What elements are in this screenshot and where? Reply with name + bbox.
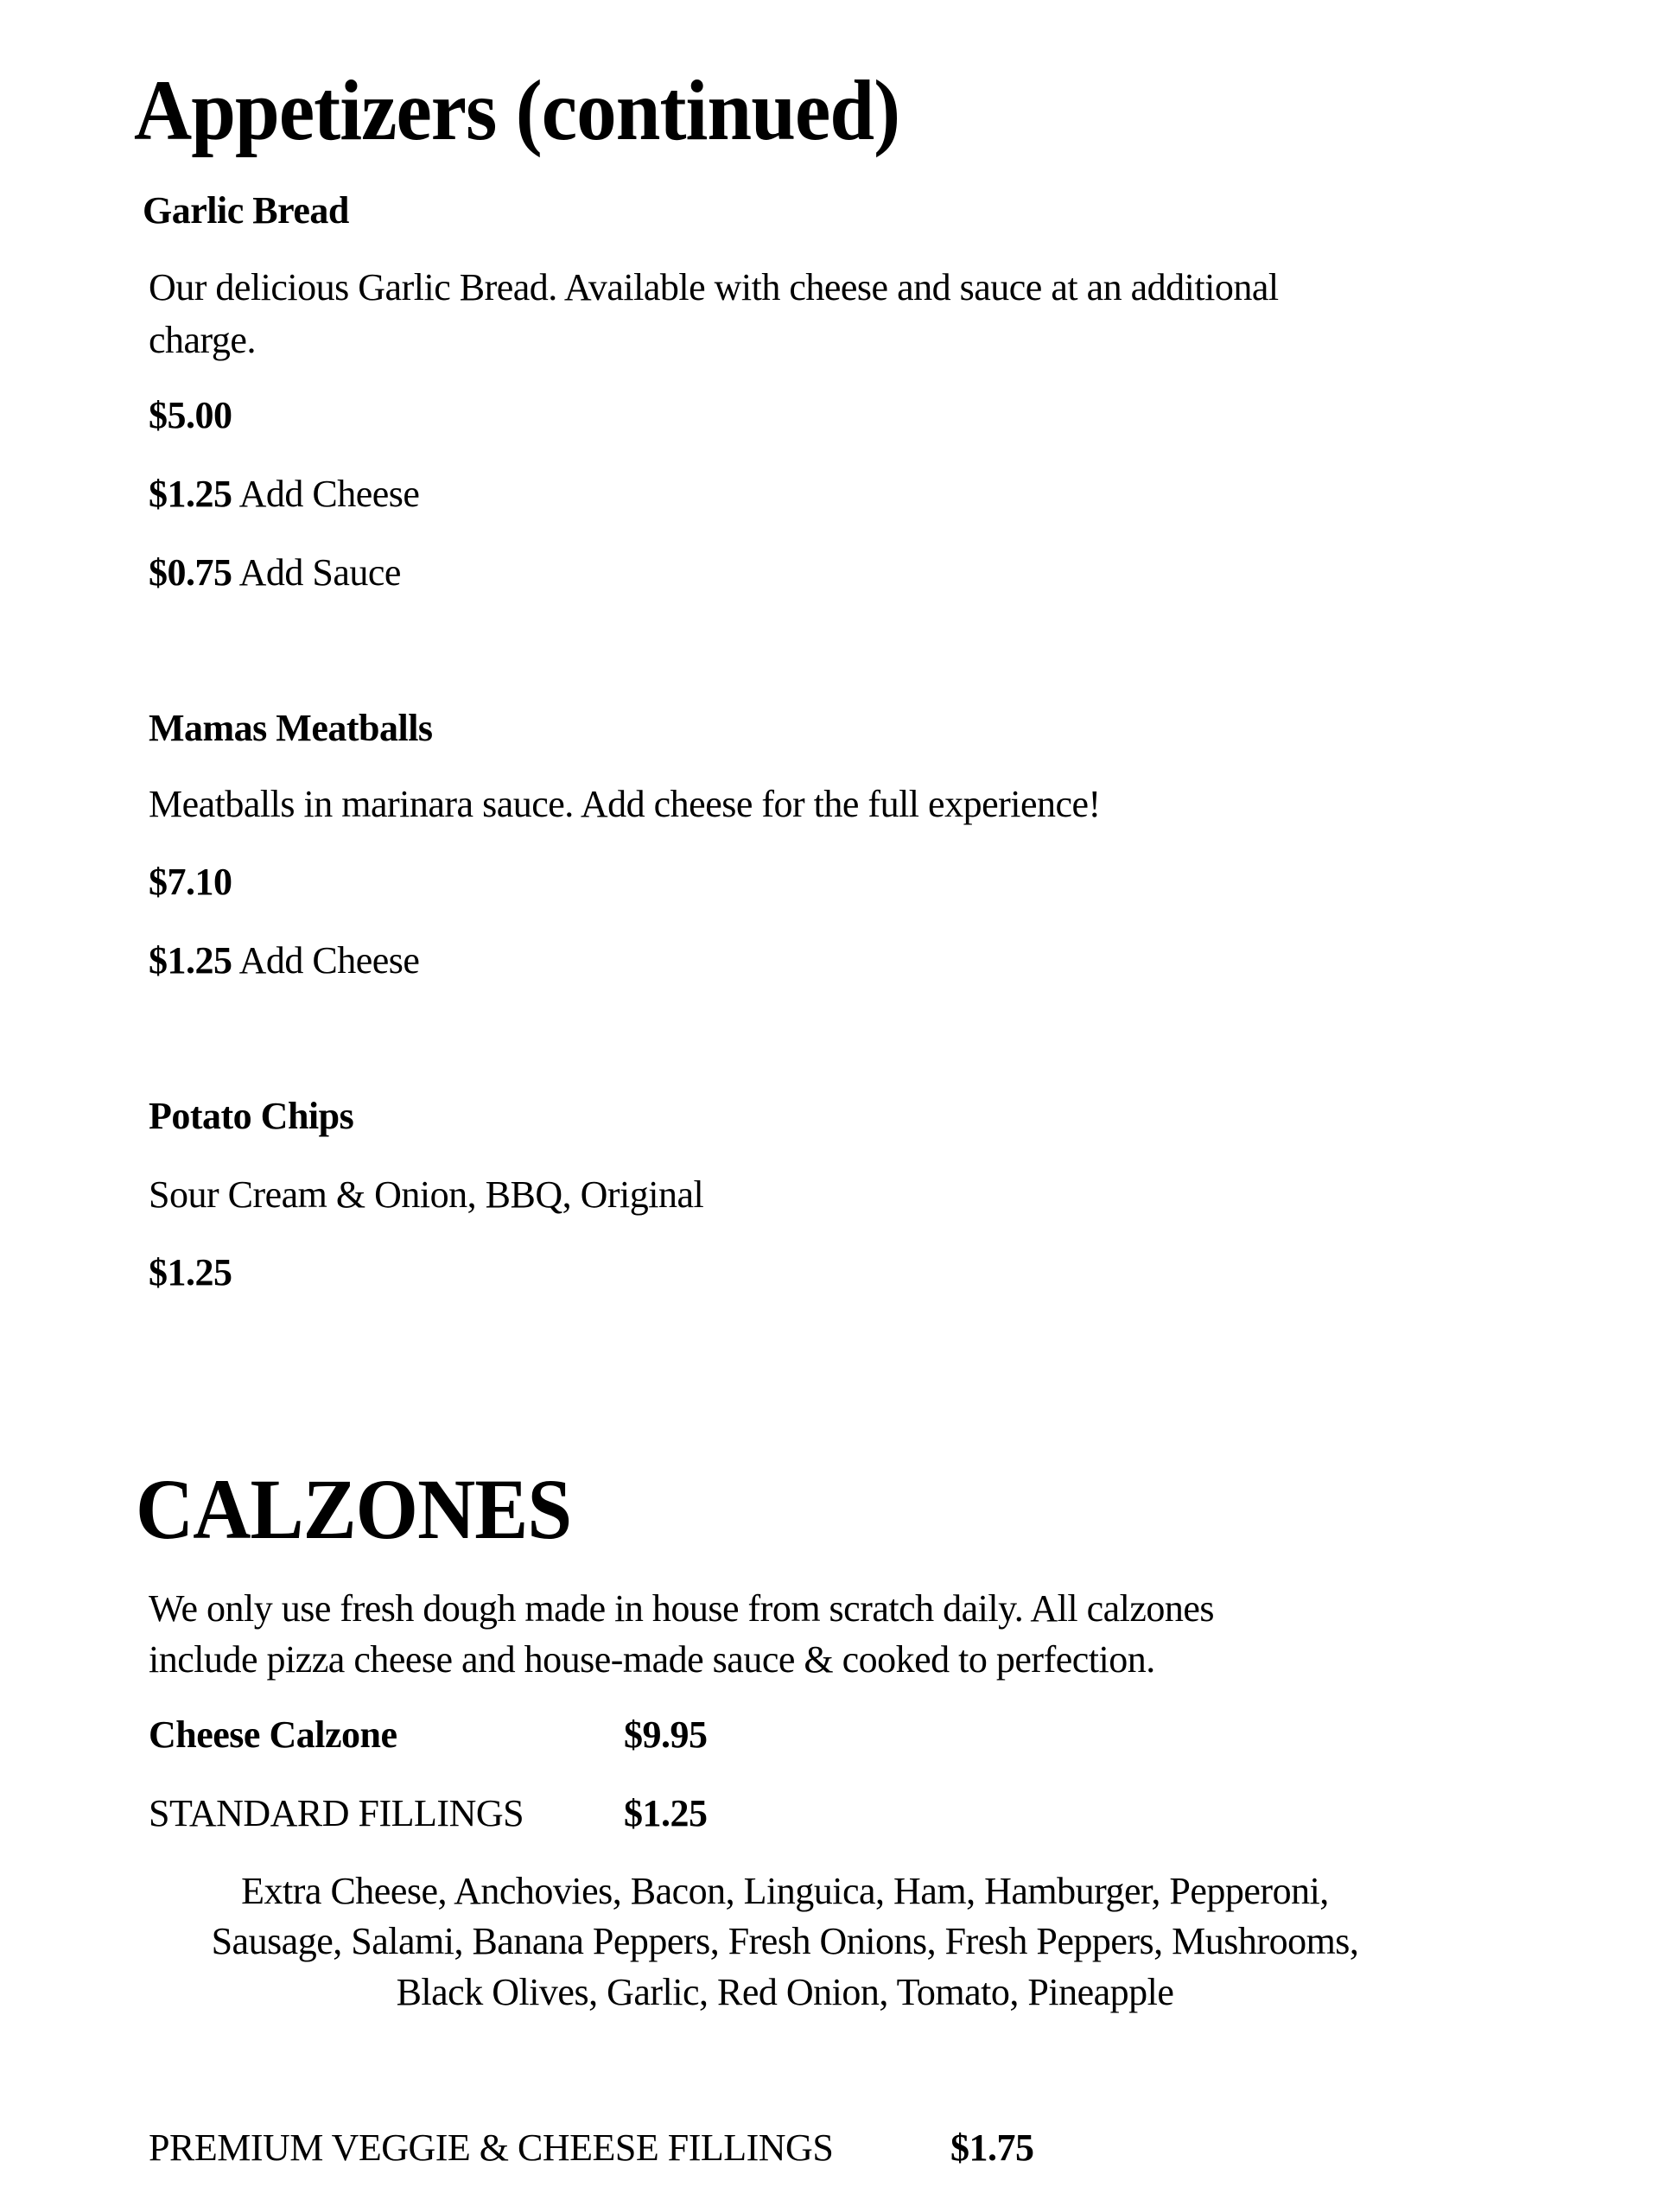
meatballs-description: Meatballs in marinara sauce. Add cheese for the full experience! <box>149 783 1101 825</box>
calzones-description: We only use fresh dough made in house from scratch daily. All calzones <box>149 1587 1215 1630</box>
garlic-bread-addon-cheese <box>149 475 419 513</box>
addon-label: Add Sauce <box>232 551 401 594</box>
standard-fillings-list-line1: Extra Cheese, Anchovies, Bacon, Linguica, Ham, Hamburger, Pepperoni, <box>241 1870 1329 1912</box>
garlic-bread-name: Garlic Bread <box>143 189 349 232</box>
potato-chips-description: Sour Cream & Onion, BBQ, Original <box>149 1173 704 1216</box>
garlic-bread-price: $5.00 <box>149 394 232 436</box>
potato-chips-name: Potato Chips <box>149 1095 354 1137</box>
meatballs-price: $7.10 <box>149 861 232 903</box>
calzones-heading: CALZONES <box>136 1461 572 1557</box>
addon-label: Add Cheese <box>232 473 420 515</box>
addon-price: $1.25 <box>149 939 232 982</box>
addon-label: Add Cheese <box>232 939 420 982</box>
garlic-bread-description: Our delicious Garlic Bread. Available with cheese and sauce at an additional <box>149 266 1279 308</box>
calzones-description-cont: include pizza cheese and house-made sauce & cooked to perfection. <box>149 1638 1155 1681</box>
addon-price: $0.75 <box>149 551 232 594</box>
standard-fillings-price: $1.25 <box>624 1792 708 1834</box>
standard-fillings-list-line2: Sausage, Salami, Banana Peppers, Fresh Onions, Fresh Peppers, Mushrooms, <box>211 1920 1359 1962</box>
standard-fillings-list-line3: Black Olives, Garlic, Red Onion, Tomato, Pineapple <box>396 1971 1174 2013</box>
premium-fillings-price: $1.75 <box>950 2126 1034 2169</box>
cheese-calzone-price: $9.95 <box>624 1713 708 1756</box>
addon-price: $1.25 <box>149 473 232 515</box>
garlic-bread-description-cont: charge. <box>149 319 256 361</box>
meatballs-addon-cheese <box>149 939 420 982</box>
appetizers-heading: Appetizers (continued) <box>134 62 900 158</box>
meatballs-name: Mamas Meatballs <box>149 707 433 749</box>
garlic-bread-addon-sauce <box>149 551 401 594</box>
standard-fillings-label: STANDARD FILLINGS <box>149 1792 524 1834</box>
potato-chips-price: $1.25 <box>149 1251 232 1294</box>
premium-fillings-label: PREMIUM VEGGIE & CHEESE FILLINGS <box>149 2126 834 2169</box>
cheese-calzone-name: Cheese Calzone <box>149 1713 397 1756</box>
